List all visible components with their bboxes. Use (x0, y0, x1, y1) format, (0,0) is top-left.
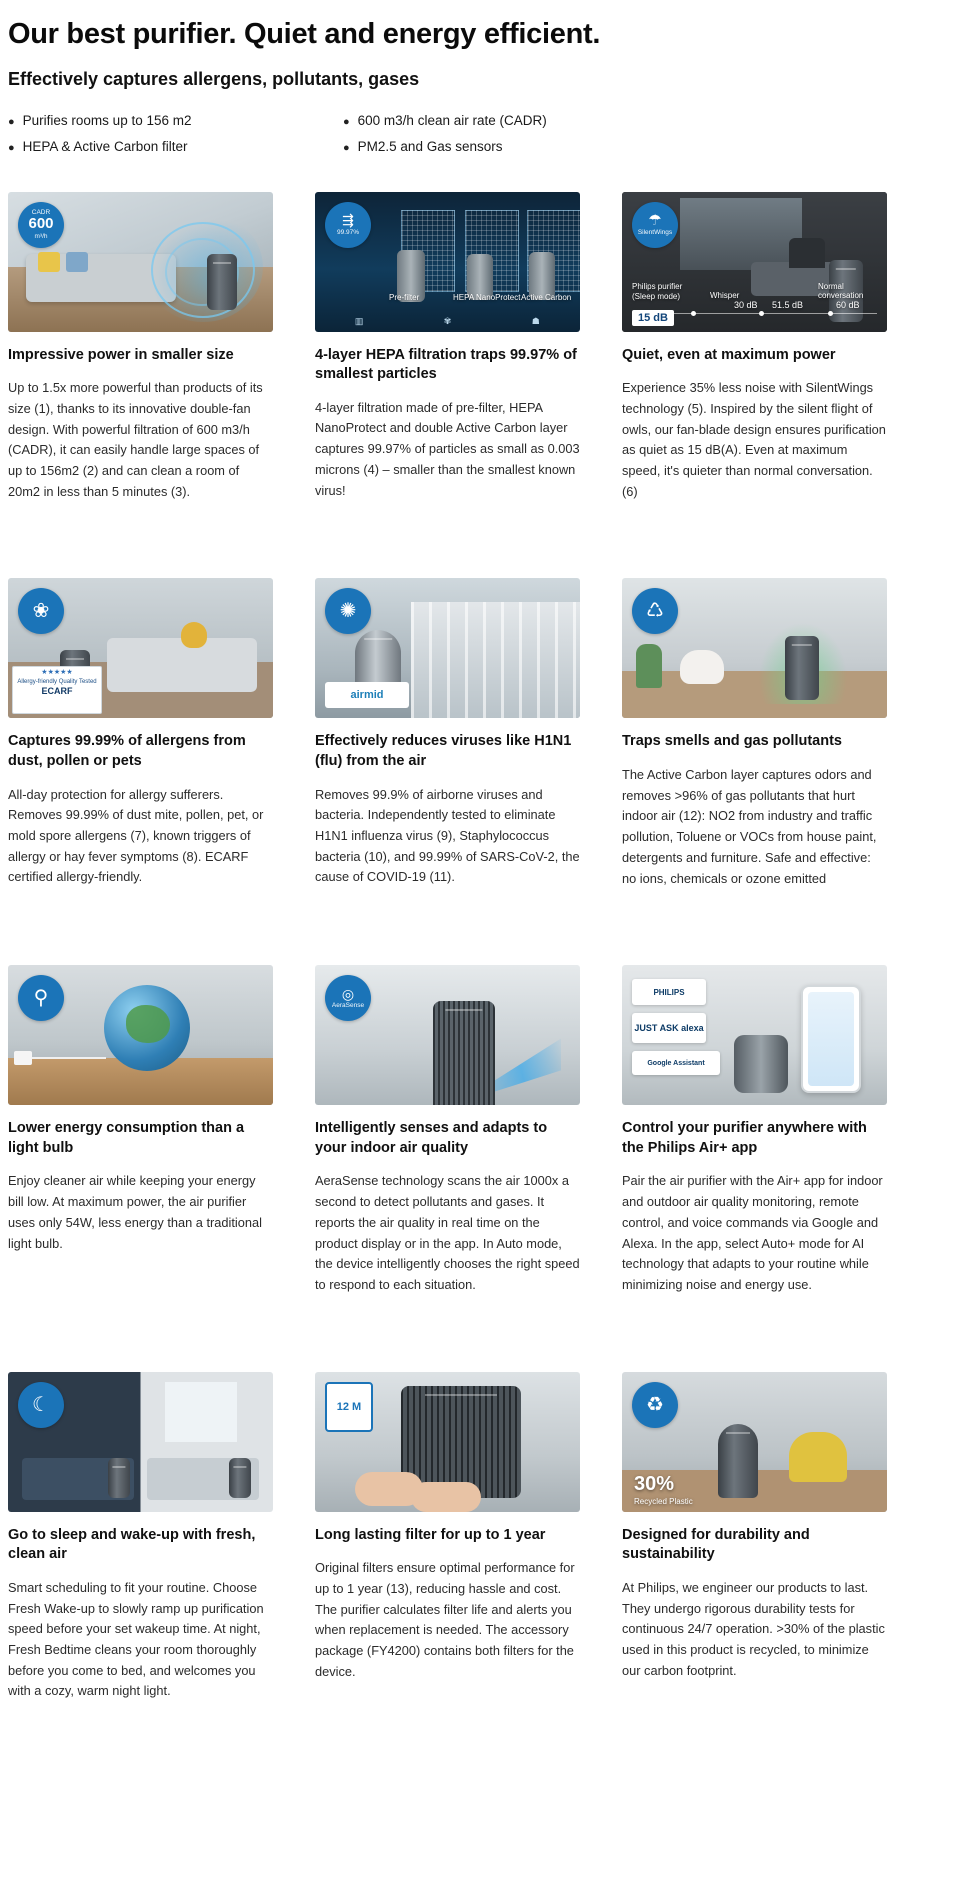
prefilter-icon: ▥ (354, 315, 364, 326)
layer-label-carbon: Active Carbon (521, 292, 572, 302)
feature-row (8, 1372, 965, 1702)
scale-label-philips: Philips purifier (Sleep mode) (632, 282, 683, 301)
feature-image-filter-layers (315, 192, 580, 332)
feature-image-dog-green-air (622, 578, 887, 718)
feature-title: Captures 99.99% of allergens from dust, pollen or pets (8, 733, 246, 769)
recycle-badge (632, 1382, 678, 1428)
feature-image-baby-crib (315, 578, 580, 718)
bullet-dot-icon: ● (343, 116, 350, 129)
feature-image-quiet-lounge (622, 192, 887, 332)
feature-image-recycled (622, 1372, 887, 1512)
feature-card (8, 578, 273, 889)
feature-card (315, 1372, 580, 1702)
airmid-lab-logo: airmid (325, 682, 409, 708)
page-subtitle: Effectively captures allergens, pollutants, gases (8, 69, 420, 90)
feature-body: The Active Carbon layer captures odors and removes >96% of gas pollutants that hurt indoor air (12): NO2 from industry and traffic pollution, Toluene or VOCs from house paint, detergents and furniture. Safe and effective: no ions, chemicals or ozone emitted (622, 766, 877, 886)
scale-value-60db: 60 dB (836, 299, 860, 310)
particle-capture-badge (325, 202, 371, 248)
sleep-wake-icon: ☾ (32, 1393, 50, 1416)
eco-plug-icon: ⚲ (33, 987, 49, 1010)
brand-tile-alexa: JUST ASK alexa (632, 1013, 706, 1043)
feature-body: Original filters ensure optimal performance for up to 1 year (13), reducing hassle and cost. The purifier calculates filter life and alerts you when replacement is needed. The accessory package (FY4200) contains both filters for the device. (315, 1560, 575, 1679)
feature-body: AeraSense technology scans the air 1000x a second to detect pollutants and gases. It reports the air quality in real time on the product display or in the app. In Auto mode, the device intelligently chooses the right speed to respond to each situation. (315, 1173, 580, 1292)
layer-label-prefilter: Pre-filter (389, 292, 420, 302)
brand-tile-philips: PHILIPS (632, 979, 706, 1005)
feature-card (622, 192, 887, 503)
smell-icon: ♺ (646, 600, 664, 623)
virus-badge (325, 588, 371, 634)
phone-mockup (801, 985, 861, 1093)
bullet-dot-icon: ● (8, 116, 15, 129)
recycled-label: Recycled Plastic (634, 1496, 693, 1506)
aerasense-badge (325, 975, 371, 1021)
feature-image-sleep-wake (8, 1372, 273, 1512)
filter-glyph-icon: ⇶ (342, 212, 354, 229)
feature-body: Experience 35% less noise with SilentWings technology (5). Inspired by the silent flight of owls, our fan-blade design ensures purification as quiet as 15 dB(A). Even at maximum speed, it's quieter than normal conversation. (6) (622, 380, 886, 499)
feature-image-aerasense (315, 965, 580, 1105)
certificate-title: Allergy-friendly Quality Tested (17, 679, 97, 686)
list-item (343, 110, 965, 132)
list-item-label: Purifies rooms up to 156 m2 (22, 113, 192, 129)
sleep-wake-badge (18, 1382, 64, 1428)
purifier-device (718, 1424, 758, 1498)
feature-body: Smart scheduling to fit your routine. Choose Fresh Wake-up to slowly ramp up purification speed before your set wakeup time. At night, Fresh Bedtime cleans your room thoroughly before you come to bed, and welcomes you with a cozy, warm night light. (8, 1579, 264, 1699)
list-item-label: 600 m3/h clean air rate (CADR) (357, 113, 547, 129)
feature-title: Traps smells and gas pollutants (622, 733, 842, 750)
feature-image-living-room-airflow (8, 192, 273, 332)
feature-title: Lower energy consumption than a light bulb (8, 1120, 245, 1156)
feature-title: Control your purifier anywhere with the Philips Air+ app (622, 1120, 867, 1156)
scale-label-conversation: Normal conversation (818, 281, 864, 300)
filter-stage-icons (315, 316, 580, 332)
badge-value: 99.97 (336, 228, 354, 236)
purifier-device (207, 254, 237, 310)
allergen-badge (18, 588, 64, 634)
feature-title: Quiet, even at maximum power (622, 346, 836, 363)
feature-title: Go to sleep and wake-up with fresh, clean air (8, 1526, 256, 1563)
feature-title: Long lasting filter for up to 1 year (315, 1526, 546, 1543)
badge-unit: m³/h (34, 232, 48, 240)
allergen-icon: ❀ (32, 600, 50, 623)
feature-body: At Philips, we engineer our products to last. They undergo rigorous durability tests for continuous 24/7 operation. >30% of the plastic used in this product is recycled, to minimize our carbon footprint. (622, 1579, 885, 1678)
feature-card (8, 1372, 273, 1702)
feature-title: Intelligently senses and adapts to your indoor air quality (315, 1120, 548, 1156)
key-features-list (8, 110, 965, 157)
smell-badge (632, 588, 678, 634)
badge-label: AeraSense (331, 1002, 365, 1010)
feature-card (622, 965, 887, 1295)
feature-card (622, 578, 887, 889)
badge-value: 600 (28, 215, 54, 233)
layer-label-hepa: HEPA NanoProtect (453, 292, 521, 302)
scale-label-whisper: Whisper (710, 290, 740, 300)
feature-body: All-day protection for allergy sufferers. Removes 99.99% of dust mite, pollen, pet, or mold spore allergens (7), known triggers of allergy or hay fever symptoms (8). ECARF certified allergy-friendly. (8, 786, 264, 885)
feature-title: Impressive power in smaller size (8, 346, 234, 363)
feature-card (315, 192, 580, 503)
list-item-label: HEPA & Active Carbon filter (22, 138, 188, 154)
cadr-badge (18, 202, 64, 248)
badge-unit: % (353, 228, 360, 236)
certificate-stars: ★★★★★ (41, 669, 73, 677)
feature-image-allergy (8, 578, 273, 718)
bullet-dot-icon: ● (343, 141, 350, 154)
feature-body: Pair the air purifier with the Air+ app for indoor and outdoor air quality monitoring, remote control, and voice commands via Google and Alexa. In the app, select Auto+ mode for AI technology that adapts to your routine while minimizing noise and energy use. (622, 1173, 883, 1292)
feature-row (8, 192, 965, 503)
owl-feather-icon: ☂ (648, 211, 662, 229)
feature-image-filter-change (315, 1372, 580, 1512)
purifier-device (229, 1458, 251, 1498)
feature-row (8, 578, 965, 889)
scale-value-30db: 30 dB (734, 299, 758, 310)
certificate-brand: ECARF (41, 686, 73, 697)
feature-title: 4-layer HEPA filtration traps 99.97% of smallest particles (315, 346, 577, 383)
purifier-device (433, 1001, 495, 1105)
db-callout: 15 dB (632, 310, 674, 326)
feature-card (315, 578, 580, 889)
page-title: Our best purifier. Quiet and energy efficient. (8, 18, 601, 50)
filter-life-badge: 12 M (325, 1382, 373, 1432)
feature-image-app-voice (622, 965, 887, 1105)
ecarf-certificate (12, 666, 102, 714)
energy-badge (18, 975, 64, 1021)
feature-title: Designed for durability and sustainability (622, 1526, 810, 1563)
virus-icon: ✺ (339, 600, 357, 623)
purifier-device (108, 1458, 130, 1498)
feature-title: Effectively reduces viruses like H1N1 (flu) from the air (315, 733, 572, 769)
list-item-label: PM2.5 and Gas sensors (357, 138, 503, 154)
recycled-percentage: 30% (634, 1472, 675, 1495)
feature-card (8, 965, 273, 1295)
sensor-icon: ◎ (341, 986, 355, 1003)
feature-card (622, 1372, 887, 1702)
feature-image-globe-plug (8, 965, 273, 1105)
list-item (8, 110, 343, 132)
recycle-icon: ♻ (646, 1393, 664, 1416)
badge-top-label: CADR (31, 209, 51, 217)
feature-card (8, 192, 273, 503)
feature-row (8, 965, 965, 1295)
silentwings-badge (632, 202, 678, 248)
list-item (8, 136, 343, 158)
feature-body: Removes 99.9% of airborne viruses and bacteria. Independently tested to eliminate H1N1 influenza virus (9), Staphylococcus bacteria (10), and 99.99% of SARS-CoV-2, the cause of COVID-19 (11). (315, 786, 580, 885)
hepa-icon: ✾ (443, 315, 452, 326)
list-item (343, 136, 965, 158)
feature-body: Enjoy cleaner air while keeping your energy bill low. At maximum power, the air purifier uses only 54W, less energy than a traditional light bulb. (8, 1173, 262, 1251)
scale-value-51db: 51.5 dB (772, 299, 804, 310)
badge-label: SilentWings (637, 229, 673, 237)
feature-body: Up to 1.5x more powerful than products of its size (1), thanks to its innovative double-fan design. With powerful filtration of 600 m3/h (CADR), it can easily handle large spaces of up to 156m2 (2) and can clean a room of 20m2 in less than 5 minutes (3). (8, 380, 263, 499)
feature-card (315, 965, 580, 1295)
bullet-dot-icon: ● (8, 141, 15, 154)
carbon-icon: ☗ (531, 315, 540, 326)
brand-tile-google-assistant: Google Assistant (632, 1051, 720, 1075)
feature-body: 4-layer filtration made of pre-filter, HEPA NanoProtect and double Active Carbon layer captures 99.97% of particles as small as 0.003 microns (4) – smaller than the smallest known virus! (315, 399, 580, 498)
purifier-device (785, 636, 819, 700)
